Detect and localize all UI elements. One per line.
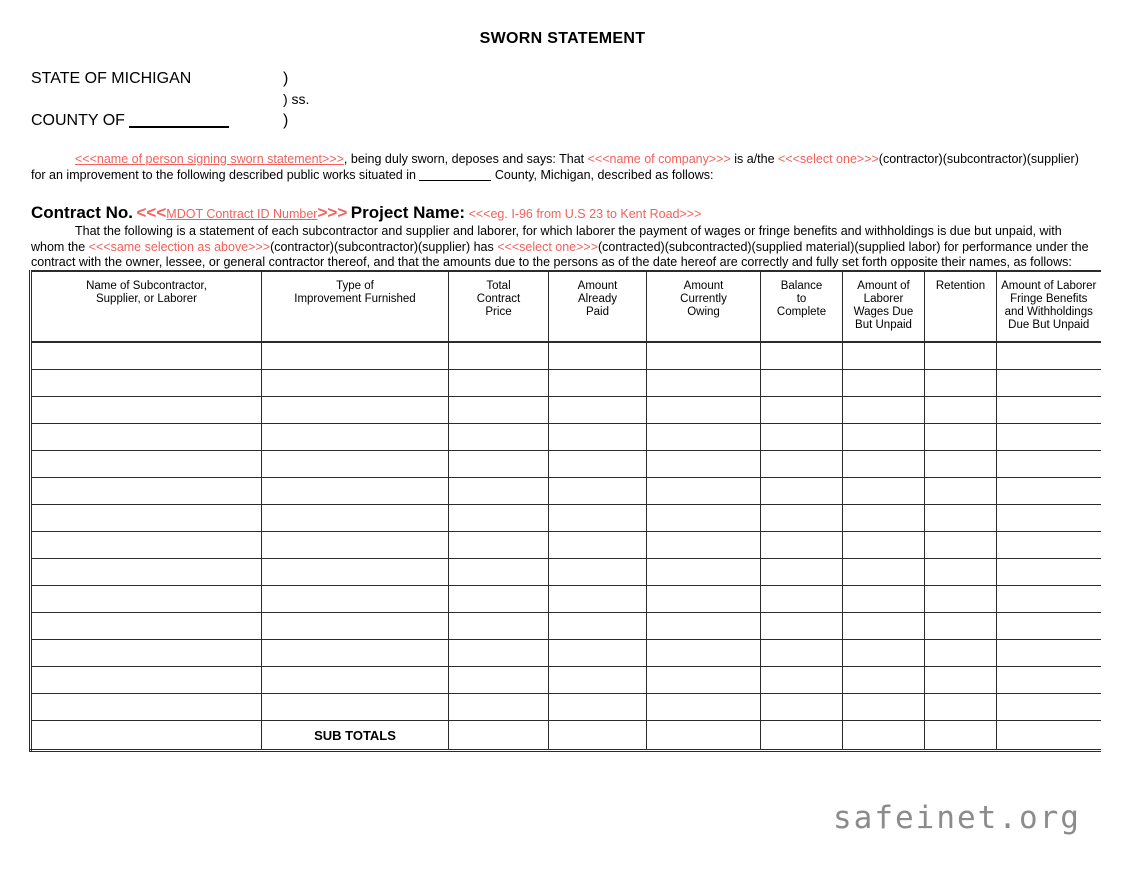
table-header xyxy=(31,271,1101,342)
table-cell[interactable] xyxy=(549,667,647,694)
table-cell[interactable] xyxy=(262,505,449,532)
table-cell[interactable] xyxy=(997,505,1101,532)
table-cell[interactable] xyxy=(761,505,843,532)
placeholder-select-one-1[interactable]: <<<select one>>> xyxy=(778,152,879,166)
table-cell[interactable] xyxy=(843,667,925,694)
table-cell[interactable] xyxy=(449,451,549,478)
table-cell[interactable] xyxy=(925,451,997,478)
table-body xyxy=(31,342,1101,751)
table-header-row xyxy=(31,271,1101,342)
table-cell[interactable] xyxy=(647,559,761,586)
table-cell[interactable] xyxy=(925,370,997,397)
table-cell[interactable] xyxy=(549,342,647,370)
table-column-header: Amount Currently Owing xyxy=(647,271,761,342)
table-cell[interactable] xyxy=(549,640,647,667)
county-blank-field[interactable] xyxy=(129,126,229,128)
placeholder-project-name[interactable]: <<<eg. I-96 from U.S 23 to Kent Road>>> xyxy=(468,207,702,221)
table-cell[interactable] xyxy=(997,532,1101,559)
subtotals-cell[interactable] xyxy=(843,721,925,751)
table-cell[interactable] xyxy=(843,451,925,478)
table-cell[interactable] xyxy=(262,478,449,505)
table-cell[interactable] xyxy=(449,694,549,721)
table-cell[interactable] xyxy=(925,694,997,721)
table-cell[interactable] xyxy=(843,478,925,505)
table-cell[interactable] xyxy=(262,532,449,559)
county-row xyxy=(31,110,431,131)
table-cell[interactable] xyxy=(262,342,449,370)
table-cell[interactable] xyxy=(843,559,925,586)
table-row xyxy=(31,370,1101,397)
table-cell[interactable] xyxy=(31,559,262,586)
table-cell[interactable] xyxy=(925,586,997,613)
paren-ss: ) ss. xyxy=(283,91,310,107)
table-cell[interactable] xyxy=(997,640,1101,667)
table-cell[interactable] xyxy=(761,667,843,694)
table-cell[interactable] xyxy=(647,532,761,559)
table-column-header: Amount of Laborer Fringe Benefits and Withholdings Due But Unpaid xyxy=(997,271,1101,342)
placeholder-contract-id-open: <<< xyxy=(136,203,167,222)
table-cell[interactable] xyxy=(761,397,843,424)
table-cell[interactable] xyxy=(449,397,549,424)
table-column-header: Balance to Complete xyxy=(761,271,843,342)
table-row xyxy=(31,586,1101,613)
table-row xyxy=(31,342,1101,370)
table-cell[interactable] xyxy=(843,613,925,640)
table-row xyxy=(31,613,1101,640)
table-cell[interactable] xyxy=(31,451,262,478)
table-cell[interactable] xyxy=(31,586,262,613)
table-cell[interactable] xyxy=(761,559,843,586)
table-cell[interactable] xyxy=(449,342,549,370)
county-label: COUNTY OF xyxy=(31,112,125,129)
table-cell[interactable] xyxy=(925,342,997,370)
table-cell[interactable] xyxy=(925,478,997,505)
paragraph-1-text-d: County, Michigan, described as follows: xyxy=(491,167,714,182)
table-cell[interactable] xyxy=(843,640,925,667)
subtotals-cell[interactable] xyxy=(449,721,549,751)
table-cell[interactable] xyxy=(647,667,761,694)
table-cell[interactable] xyxy=(997,397,1101,424)
table-row xyxy=(31,559,1101,586)
subtotals-cell[interactable] xyxy=(761,721,843,751)
placeholder-person-signing[interactable] xyxy=(75,152,344,166)
table-cell[interactable] xyxy=(31,505,262,532)
table-cell[interactable] xyxy=(647,613,761,640)
table-cell[interactable] xyxy=(647,424,761,451)
table-column-header: Amount of Laborer Wages Due But Unpaid xyxy=(843,271,925,342)
paragraph-2-text-c: (contracted)(subcontracted)(supplied material)(supplied labor) for performance under the contract with the owner, lessee, or general contractor thereof, and that the amounts due to the persons as of the date hereof are correctly and fully set forth opposite their names, as follows: xyxy=(31,239,1089,269)
subtotals-cell[interactable] xyxy=(925,721,997,751)
table-cell[interactable] xyxy=(761,694,843,721)
subtotals-cell[interactable] xyxy=(997,721,1101,751)
table-cell[interactable] xyxy=(647,505,761,532)
table-row xyxy=(31,397,1101,424)
table-cell[interactable] xyxy=(647,586,761,613)
table-cell[interactable] xyxy=(549,559,647,586)
table-cell[interactable] xyxy=(549,478,647,505)
table-cell[interactable] xyxy=(925,532,997,559)
venue-paren-column xyxy=(283,68,309,131)
table-cell[interactable] xyxy=(449,478,549,505)
table-column-header: Total Contract Price xyxy=(449,271,549,342)
table-row xyxy=(31,424,1101,451)
subtotals-label: SUB TOTALS xyxy=(262,721,449,751)
venue-spacer-row xyxy=(31,89,431,110)
table-row xyxy=(31,667,1101,694)
table-row xyxy=(31,694,1101,721)
table-row xyxy=(31,505,1101,532)
table-cell[interactable] xyxy=(843,397,925,424)
table-row xyxy=(31,478,1101,505)
table-cell[interactable] xyxy=(997,370,1101,397)
table-cell[interactable] xyxy=(549,694,647,721)
table-cell[interactable] xyxy=(449,532,549,559)
sworn-statement-table xyxy=(29,270,1101,752)
table-cell[interactable] xyxy=(761,586,843,613)
table-cell[interactable] xyxy=(843,532,925,559)
table-cell[interactable] xyxy=(843,505,925,532)
table-column-header: Amount Already Paid xyxy=(549,271,647,342)
table-cell[interactable] xyxy=(647,342,761,370)
table-cell[interactable] xyxy=(997,424,1101,451)
table-cell[interactable] xyxy=(549,451,647,478)
sworn-statement-table-wrapper xyxy=(29,270,1099,752)
table-cell[interactable] xyxy=(925,505,997,532)
table-cell[interactable] xyxy=(997,478,1101,505)
table-cell[interactable] xyxy=(647,397,761,424)
table-cell[interactable] xyxy=(997,694,1101,721)
watermark: safeinet.org xyxy=(833,800,1081,836)
paragraph-2-text-a: That the following is a statement of each subcontractor and supplier and laborer, for which laborer the payment of wages or fringe benefits and withholdings is due but unpaid, with whom the xyxy=(31,224,1062,254)
table-cell[interactable] xyxy=(843,694,925,721)
placeholder-contract-id-close: >>> xyxy=(317,203,348,222)
table-cell[interactable] xyxy=(843,370,925,397)
table-cell[interactable] xyxy=(262,613,449,640)
table-cell[interactable] xyxy=(262,370,449,397)
table-cell[interactable] xyxy=(549,613,647,640)
table-cell[interactable] xyxy=(761,532,843,559)
state-label: STATE OF MICHIGAN xyxy=(31,70,192,87)
placeholder-contract-id[interactable] xyxy=(166,207,317,221)
table-cell[interactable] xyxy=(262,694,449,721)
table-cell[interactable] xyxy=(925,559,997,586)
table-cell[interactable] xyxy=(761,613,843,640)
table-cell[interactable] xyxy=(262,559,449,586)
paragraph-2-text-b: (contractor)(subcontractor)(supplier) has xyxy=(270,239,498,254)
table-cell[interactable] xyxy=(31,613,262,640)
table-cell[interactable] xyxy=(262,397,449,424)
table-cell[interactable] xyxy=(761,370,843,397)
table-cell[interactable] xyxy=(31,342,262,370)
table-cell[interactable] xyxy=(647,478,761,505)
table-cell[interactable] xyxy=(925,640,997,667)
table-cell[interactable] xyxy=(449,559,549,586)
table-cell[interactable] xyxy=(925,667,997,694)
table-cell[interactable] xyxy=(31,424,262,451)
contract-project-line xyxy=(31,203,1095,223)
table-cell[interactable] xyxy=(31,532,262,559)
table-cell[interactable] xyxy=(925,613,997,640)
table-cell[interactable] xyxy=(843,586,925,613)
project-name-label: Project Name: xyxy=(350,203,466,222)
table-cell[interactable] xyxy=(997,586,1101,613)
table-cell[interactable] xyxy=(647,451,761,478)
table-column-header: Type of Improvement Furnished xyxy=(262,271,449,342)
table-cell[interactable] xyxy=(31,397,262,424)
table-row xyxy=(31,640,1101,667)
table-cell[interactable] xyxy=(647,694,761,721)
affidavit-paragraph-1 xyxy=(31,152,1095,183)
table-cell[interactable] xyxy=(843,424,925,451)
table-cell[interactable] xyxy=(761,342,843,370)
table-cell[interactable] xyxy=(549,424,647,451)
table-column-header: Retention xyxy=(925,271,997,342)
placeholder-company-name[interactable]: <<<name of company>>> xyxy=(587,152,731,166)
table-cell[interactable] xyxy=(549,370,647,397)
table-cell[interactable] xyxy=(31,667,262,694)
table-cell[interactable] xyxy=(761,424,843,451)
placeholder-contract-id-text: MDOT Contract ID Number xyxy=(166,207,318,221)
page-title: SWORN STATEMENT xyxy=(479,30,646,47)
table-row xyxy=(31,532,1101,559)
table-cell[interactable] xyxy=(31,694,262,721)
paragraph-1-text-c: (contractor)(subcontractor)(supplier) for an improvement to the following described public works situated in xyxy=(31,152,1079,182)
table-cell[interactable] xyxy=(997,667,1101,694)
table-cell[interactable] xyxy=(761,451,843,478)
table-cell[interactable] xyxy=(31,478,262,505)
venue-block xyxy=(31,68,431,131)
paren-open-1: ) xyxy=(283,70,289,87)
table-cell[interactable] xyxy=(262,424,449,451)
table-cell[interactable] xyxy=(647,370,761,397)
table-cell[interactable] xyxy=(449,640,549,667)
table-cell[interactable] xyxy=(761,640,843,667)
subtotals-cell[interactable] xyxy=(647,721,761,751)
subtotals-cell[interactable] xyxy=(549,721,647,751)
placeholder-person-signing-text: <<<name of person signing sworn statement>>> xyxy=(75,152,344,166)
paragraph-1-text-b: is a/the xyxy=(730,152,779,166)
table-cell[interactable] xyxy=(262,451,449,478)
table-cell[interactable] xyxy=(262,640,449,667)
table-cell[interactable] xyxy=(549,397,647,424)
table-cell[interactable] xyxy=(761,478,843,505)
county-blank-inline[interactable] xyxy=(419,180,491,181)
table-cell[interactable] xyxy=(449,424,549,451)
table-cell[interactable] xyxy=(449,505,549,532)
contract-no-label: Contract No. xyxy=(31,203,133,222)
paren-open-2: ) xyxy=(283,112,289,129)
table-cell[interactable] xyxy=(449,586,549,613)
subtotals-row xyxy=(31,721,1101,751)
table-cell[interactable] xyxy=(997,613,1101,640)
table-cell[interactable] xyxy=(31,370,262,397)
table-cell[interactable] xyxy=(549,532,647,559)
state-row xyxy=(31,68,431,89)
placeholder-same-selection[interactable]: <<<same selection as above>>> xyxy=(88,239,271,254)
table-cell[interactable] xyxy=(925,424,997,451)
placeholder-select-one-2[interactable]: <<<select one>>> xyxy=(497,239,599,254)
table-cell[interactable] xyxy=(449,613,549,640)
table-cell[interactable] xyxy=(549,586,647,613)
table-row xyxy=(31,451,1101,478)
table-cell[interactable] xyxy=(449,370,549,397)
affidavit-paragraph-2 xyxy=(31,224,1095,271)
table-cell[interactable] xyxy=(31,640,262,667)
table-cell[interactable] xyxy=(262,667,449,694)
table-cell[interactable] xyxy=(449,667,549,694)
table-cell[interactable] xyxy=(997,451,1101,478)
subtotals-cell[interactable] xyxy=(31,721,262,751)
table-column-header: Name of Subcontractor, Supplier, or Laborer xyxy=(31,271,262,342)
paragraph-1-text-a: , being duly sworn, deposes and says: That xyxy=(343,152,588,166)
table-cell[interactable] xyxy=(997,342,1101,370)
table-cell[interactable] xyxy=(997,559,1101,586)
table-cell[interactable] xyxy=(925,397,997,424)
table-cell[interactable] xyxy=(549,505,647,532)
table-cell[interactable] xyxy=(262,586,449,613)
table-cell[interactable] xyxy=(647,640,761,667)
table-cell[interactable] xyxy=(843,342,925,370)
